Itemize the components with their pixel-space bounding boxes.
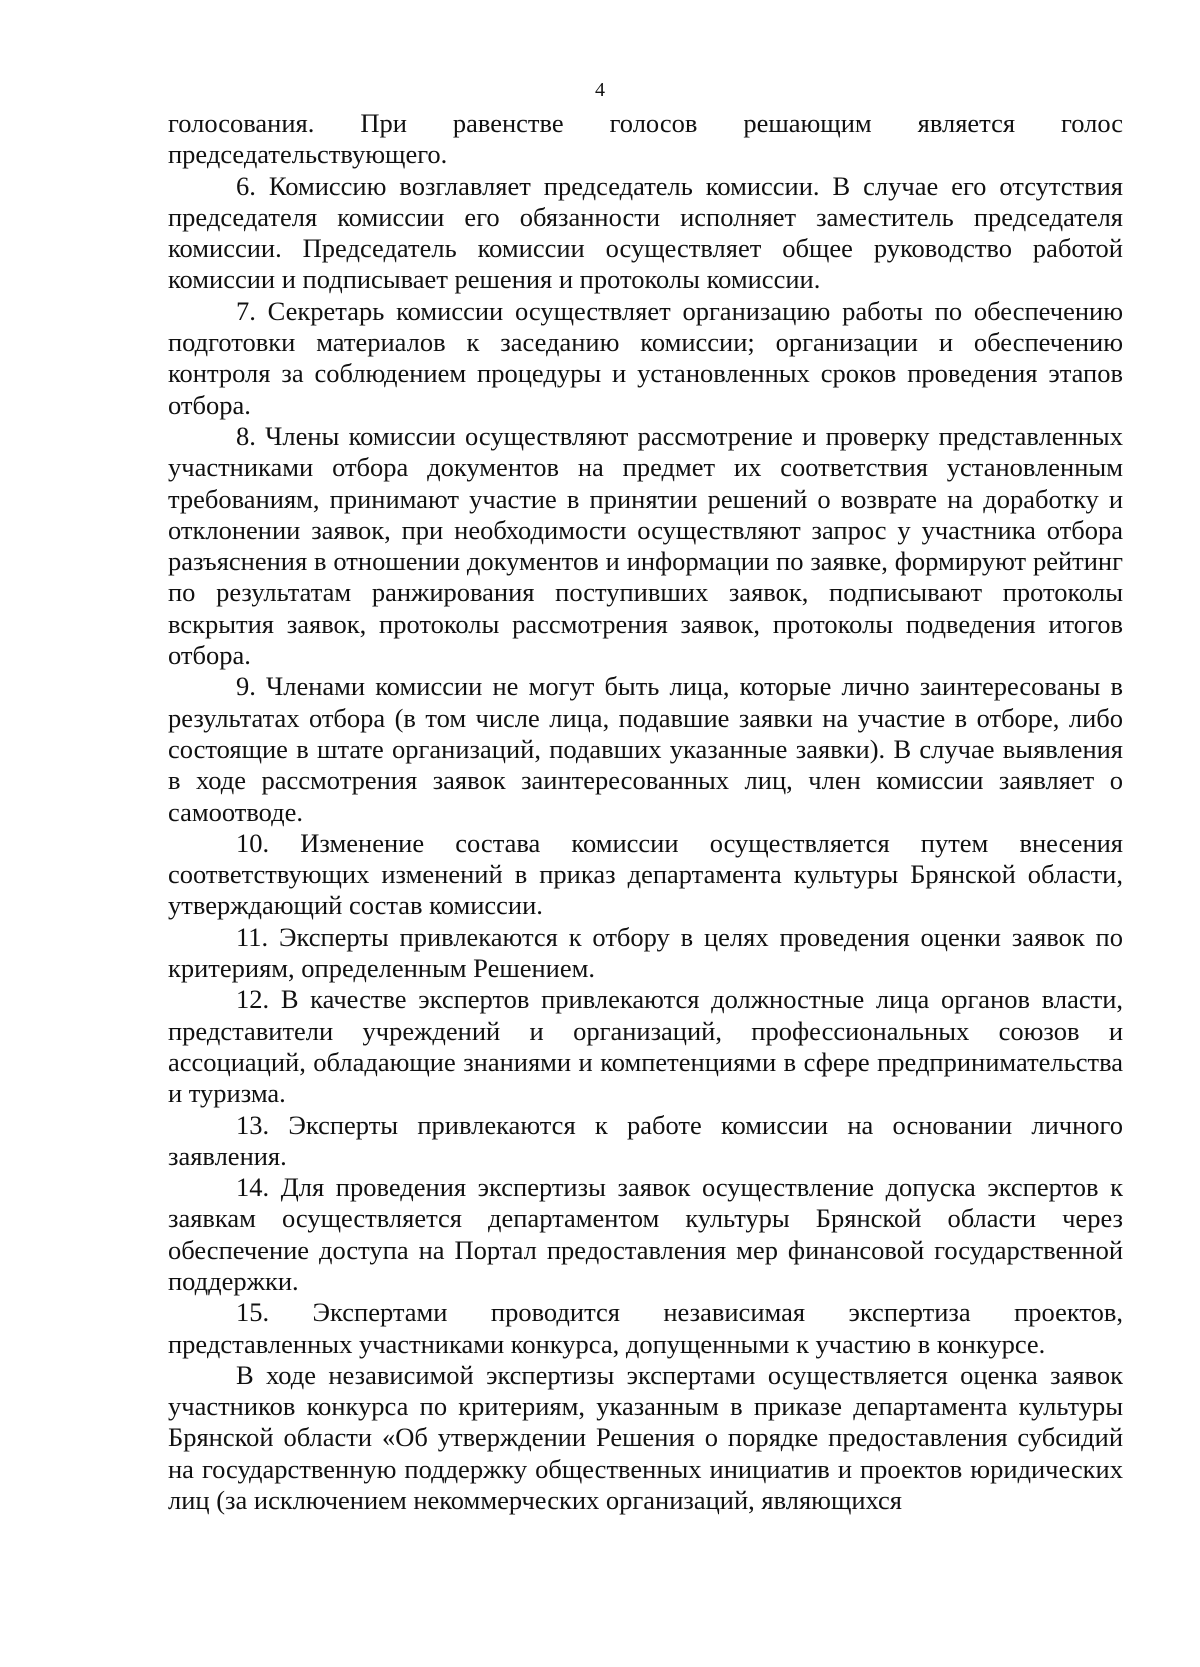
paragraph-9: 9. Членами комиссии не могут быть лица, которые лично заинтересованы в результатах отбора (в том числе лица, подавшие заявки на участие в отборе, либо состоящие в штате организаций, подавших указанные заявки). В случае выявления в ходе рассмотрения заявок заинтересованных лиц, член комиссии заявляет о самоотводе. (168, 671, 1123, 827)
paragraph-10: 10. Изменение состава комиссии осуществляется путем внесения соответствующих изменений в приказ департамента культуры Брянской области, утверждающий состав комиссии. (168, 827, 1123, 921)
paragraph-voting-continuation: голосования. При равенстве голосов решающим является голос председательствующего. (168, 108, 1123, 170)
paragraph-15: 15. Экспертами проводится независимая экспертиза проектов, представленных участниками конкурса, допущенными к участию в конкурсе. (168, 1297, 1123, 1359)
paragraph-14: 14. Для проведения экспертизы заявок осуществление допуска экспертов к заявкам осуществляется департаментом культуры Брянской области через обеспечение доступа на Портал предоставления мер финансовой государственной поддержки. (168, 1172, 1123, 1296)
paragraph-8: 8. Члены комиссии осуществляют рассмотрение и проверку представленных участниками отбора документов на предмет их соответствия установленным требованиям, принимают участие в принятии решений о возврате на доработку и отклонении заявок, при необходимости осуществляют запрос у участника отбора разъяснения в отношении документов и информации по заявке, формируют рейтинг по результатам ранжирования поступивших заявок, подписывают протоколы вскрытия заявок, протоколы рассмотрения заявок, протоколы подведения итогов отбора. (168, 420, 1123, 671)
page-number: 4 (595, 79, 605, 101)
paragraph-13: 13. Эксперты привлекаются к работе комиссии на основании личного заявления. (168, 1109, 1123, 1171)
paragraph-expertise-assessment: В ходе независимой экспертизы экспертами осуществляется оценка заявок участников конкурса по критериям, указанным в приказе департамента культуры Брянской области «Об утверждении Решения о порядке предоставления субсидий на государственную поддержку общественных инициатив и проектов юридических лиц (за исключением некоммерческих организаций, являющихся (168, 1359, 1123, 1516)
paragraph-12: 12. В качестве экспертов привлекаются должностные лица органов власти, представители учреждений и организаций, профессиональных союзов и ассоциаций, обладающие знаниями и компетенциями в сфере предпринимательства и туризма. (168, 984, 1123, 1109)
paragraph-6: 6. Комиссию возглавляет председатель комиссии. В случае его отсутствия председателя комиссии его обязанности исполняет заместитель председателя комиссии. Председатель комиссии осуществляет общее руководство работой комиссии и подписывает решения и протоколы комиссии. (168, 170, 1123, 295)
paragraph-11: 11. Эксперты привлекаются к отбору в целях проведения оценки заявок по критериям, определенным Решением. (168, 921, 1123, 984)
document-body (168, 108, 1123, 1516)
paragraph-7: 7. Секретарь комиссии осуществляет организацию работы по обеспечению подготовки материалов к заседанию комиссии; организации и обеспечению контроля за соблюдением процедуры и установленных сроков проведения этапов отбора. (168, 295, 1123, 420)
